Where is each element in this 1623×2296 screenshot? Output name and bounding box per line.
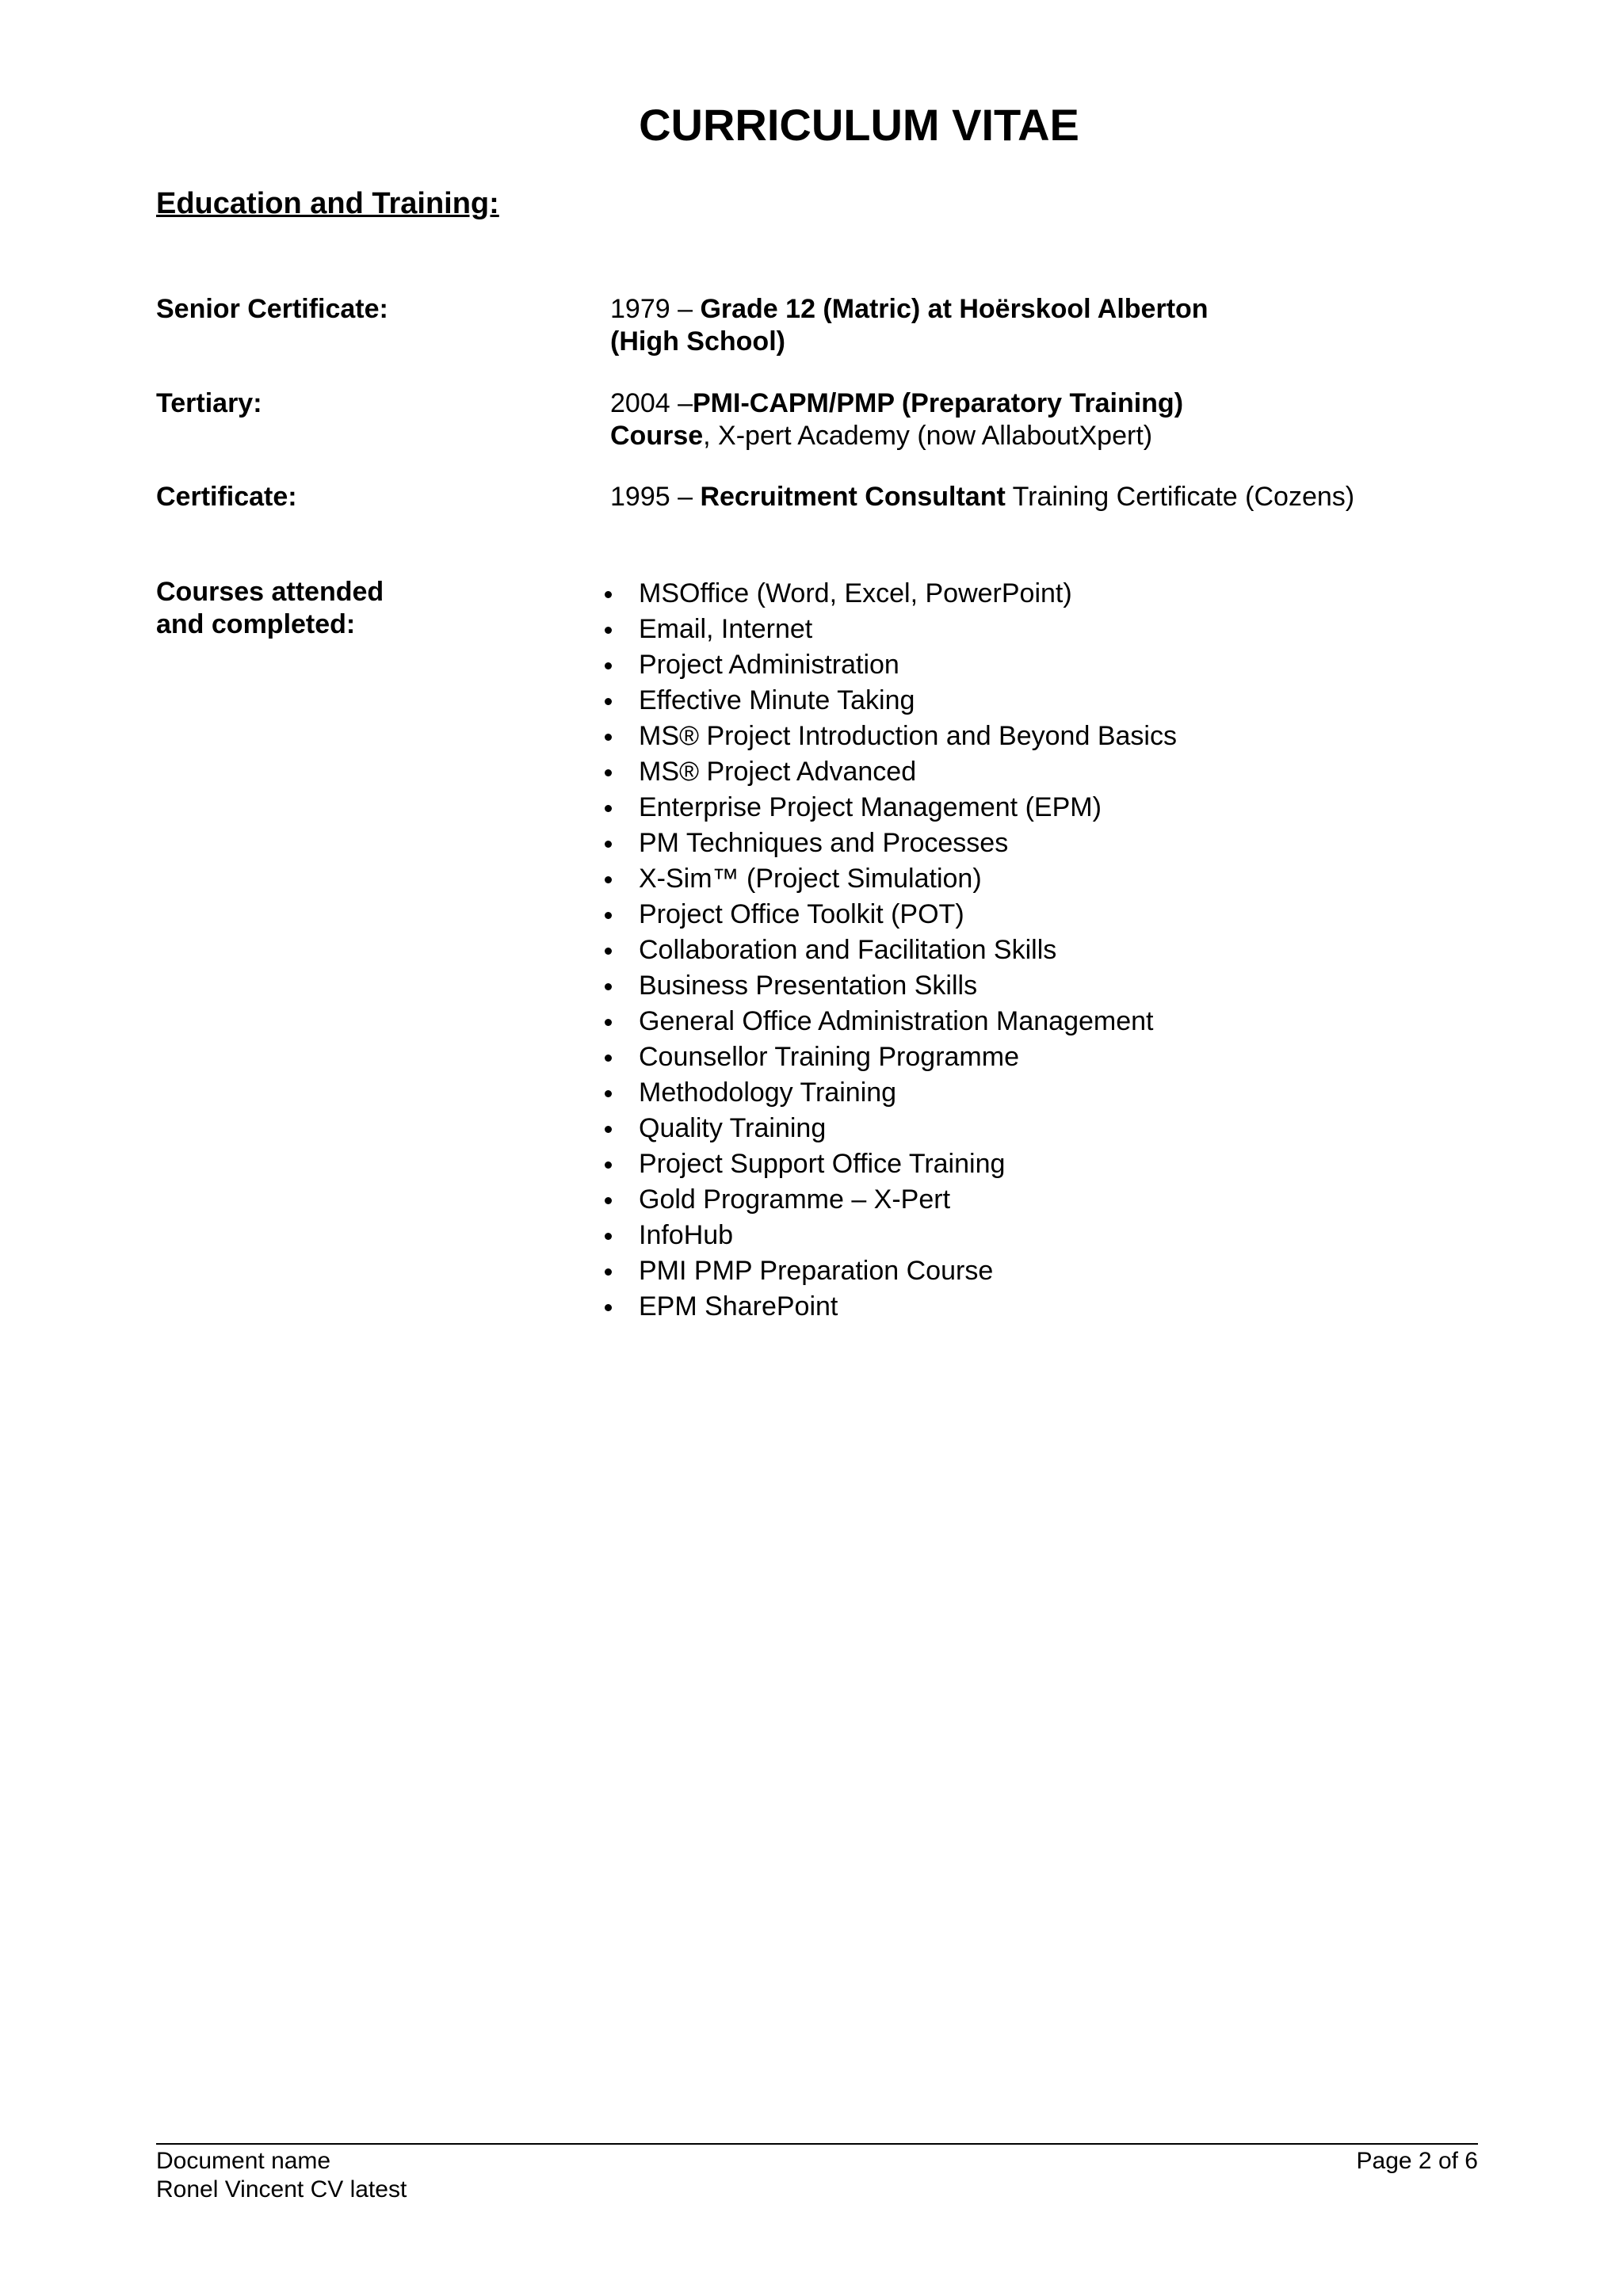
footer-document-name: Ronel Vincent CV latest xyxy=(156,2176,407,2203)
tertiary-line1: 2004 –PMI-CAPM/PMP (Preparatory Training) xyxy=(610,388,1184,418)
course-item: PMI PMP Preparation Course xyxy=(600,1253,1177,1289)
course-item: Business Presentation Skills xyxy=(600,968,1177,1004)
course-item: EPM SharePoint xyxy=(600,1289,1177,1325)
course-item: Project Office Toolkit (POT) xyxy=(600,897,1177,933)
certificate-detail: 1995 – Recruitment Consultant Training Certificate (Cozens) xyxy=(610,482,1355,512)
course-item: Quality Training xyxy=(600,1111,1177,1146)
course-item: Project Administration xyxy=(600,647,1177,683)
bullet-icon xyxy=(605,1161,612,1169)
bullet-icon xyxy=(605,627,612,634)
course-item: Methodology Training xyxy=(600,1075,1177,1111)
footer-page-number: Page 2 of 6 xyxy=(1356,2148,1478,2174)
bullet-icon xyxy=(605,698,612,705)
course-item: InfoHub xyxy=(600,1218,1177,1253)
senior-certificate-line2: (High School) xyxy=(610,326,785,357)
bullet-icon xyxy=(605,591,612,598)
bullet-icon xyxy=(605,1233,612,1240)
course-item: General Office Administration Management xyxy=(600,1004,1177,1039)
bullet-icon xyxy=(605,1090,612,1097)
course-item: MS® Project Advanced xyxy=(600,754,1177,790)
footer-document-label: Document name xyxy=(156,2148,331,2174)
course-item: PM Techniques and Processes xyxy=(600,826,1177,861)
certificate-label: Certificate: xyxy=(156,482,297,512)
senior-certificate-label: Senior Certificate: xyxy=(156,294,388,324)
course-item: Email, Internet xyxy=(600,612,1177,647)
senior-certificate-detail xyxy=(610,293,1209,358)
bullet-icon xyxy=(605,734,612,741)
footer-document-info xyxy=(156,2147,407,2204)
course-item: MS® Project Introduction and Beyond Basics xyxy=(600,719,1177,754)
tertiary-detail xyxy=(610,387,1183,452)
courses-list xyxy=(600,576,1177,1325)
course-item: Counsellor Training Programme xyxy=(600,1039,1177,1075)
senior-certificate-line1: 1979 – Grade 12 (Matric) at Hoërskool Alberton xyxy=(610,294,1209,324)
bullet-icon xyxy=(605,662,612,669)
bullet-icon xyxy=(605,876,612,883)
courses-label: Courses attended and completed: xyxy=(156,577,384,639)
page-title: CURRICULUM VITAE xyxy=(639,100,1079,150)
bullet-icon xyxy=(605,1197,612,1204)
bullet-icon xyxy=(605,1126,612,1133)
bullet-icon xyxy=(605,1304,612,1311)
bullet-icon xyxy=(605,1055,612,1062)
footer-divider xyxy=(156,2143,1478,2145)
bullet-icon xyxy=(605,1019,612,1026)
course-item: Gold Programme – X-Pert xyxy=(600,1182,1177,1218)
bullet-icon xyxy=(605,805,612,812)
course-item: MSOffice (Word, Excel, PowerPoint) xyxy=(600,576,1177,612)
bullet-icon xyxy=(605,983,612,990)
course-item: Collaboration and Facilitation Skills xyxy=(600,933,1177,968)
tertiary-label: Tertiary: xyxy=(156,388,262,418)
bullet-icon xyxy=(605,841,612,848)
course-item: Project Support Office Training xyxy=(600,1146,1177,1182)
bullet-icon xyxy=(605,769,612,776)
bullet-icon xyxy=(605,912,612,919)
section-heading: Education and Training: xyxy=(156,187,499,220)
course-item: Effective Minute Taking xyxy=(600,683,1177,719)
course-item: X-Sim™ (Project Simulation) xyxy=(600,861,1177,897)
course-item: Enterprise Project Management (EPM) xyxy=(600,790,1177,826)
tertiary-line2: Course, X-pert Academy (now AllaboutXpert) xyxy=(610,421,1153,451)
bullet-icon xyxy=(605,948,612,955)
bullet-icon xyxy=(605,1268,612,1276)
